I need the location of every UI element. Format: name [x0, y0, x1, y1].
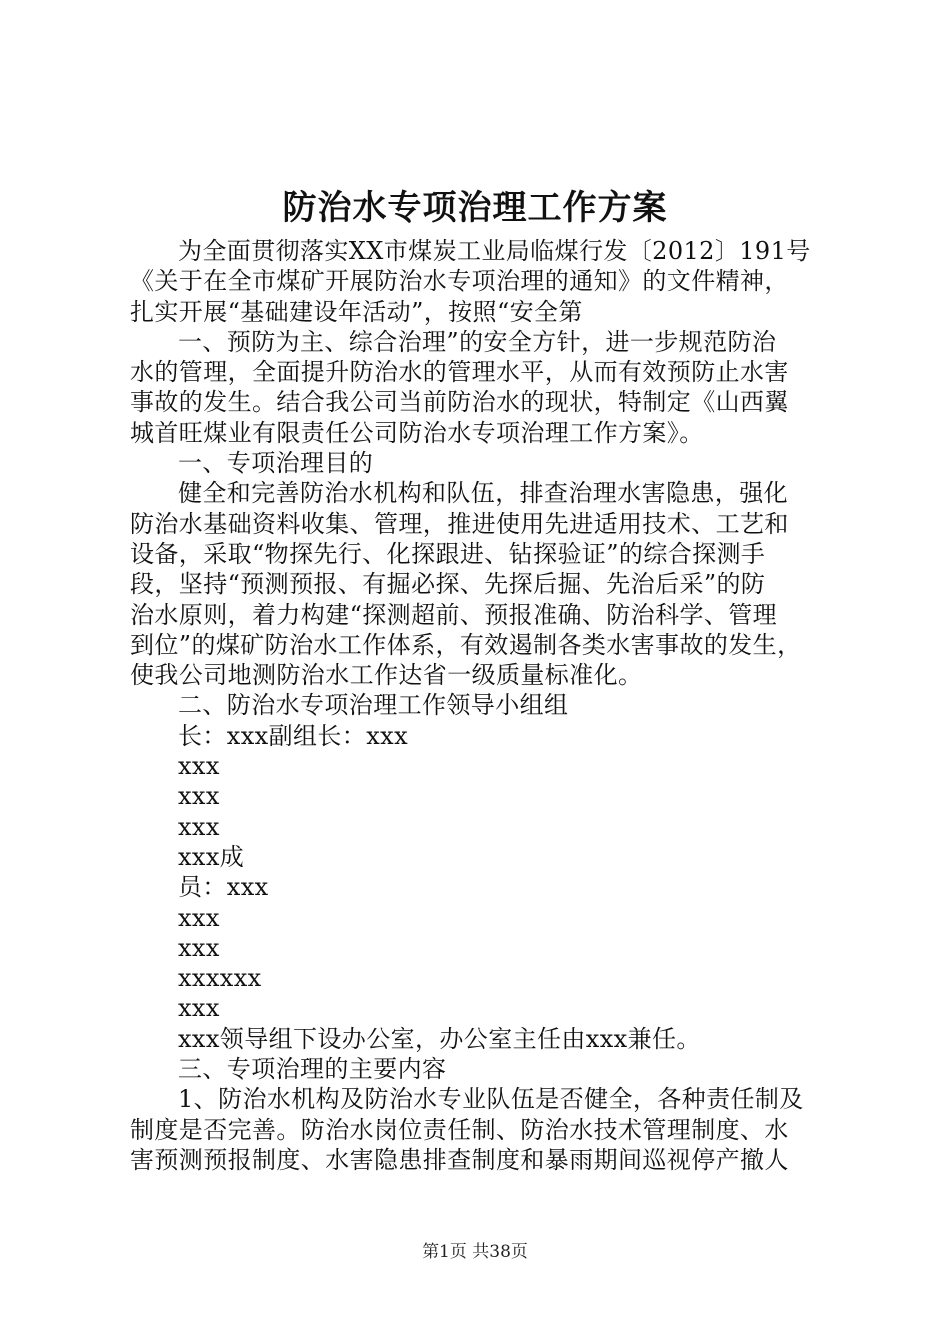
paragraph-line: 一、预防为主、综合治理”的安全方针，进一步规范防治 [178, 327, 777, 356]
member-line: xxx成 [178, 842, 245, 871]
member-line: xxx [178, 994, 220, 1023]
member-line: 长：xxx副组长：xxx [178, 721, 409, 750]
member-line: xxx [178, 782, 220, 811]
paragraph-line: 设备，采取“物探先行、化探跟进、钻探验证”的综合探测手 [130, 539, 766, 568]
member-line: 员：xxx [178, 873, 269, 902]
paragraph-line: 健全和完善防治水机构和队伍，排查治理水害隐患，强化 [178, 479, 788, 508]
paragraph-line: 1、防治水机构及防治水专业队伍是否健全，各种责任制及 [178, 1085, 804, 1114]
member-line: xxx [178, 812, 220, 841]
paragraph-line: 段，坚持“预测预报、有掘必探、先探后掘、先治后采”的防 [130, 570, 766, 599]
paragraph-line: 事故的发生。结合我公司当前防治水的现状，特制定《山西翼 [130, 388, 789, 417]
paragraph-line: 《关于在全市煤矿开展防治水专项治理的通知》的文件精神， [130, 267, 789, 296]
paragraph-line: 使我公司地测防治水工作达省一级质量标准化。 [130, 661, 643, 690]
document-title: 防治水专项治理工作方案 [282, 188, 668, 228]
paragraph-line: 到位”的煤矿防治水工作体系，有效遏制各类水害事故的发生， [130, 630, 802, 659]
section-heading: 二、防治水专项治理工作领导小组组 [178, 691, 569, 720]
paragraph-line: 制度是否完善。防治水岗位责任制、防治水技术管理制度、水 [130, 1115, 789, 1144]
section-heading: 三、专项治理的主要内容 [178, 1055, 447, 1084]
paragraph-line: 害预测预报制度、水害隐患排查制度和暴雨期间巡视停产撤人 [130, 1145, 789, 1174]
paragraph-line: 扎实开展“基础建设年活动”，按照“安全第 [130, 297, 583, 326]
paragraph-line: 治水原则，着力构建“探测超前、预报准确、防治科学、管理 [130, 600, 778, 629]
member-line: xxx [178, 752, 220, 781]
section-heading: 一、专项治理目的 [178, 449, 374, 478]
document-body [130, 236, 830, 1175]
member-line: xxx [178, 903, 220, 932]
paragraph-line: 水的管理，全面提升防治水的管理水平，从而有效预防止水害 [130, 358, 789, 387]
page-footer: 第1页 共38页 [422, 1242, 528, 1262]
paragraph-line: xxx领导组下设办公室，办公室主任由xxx兼任。 [178, 1024, 701, 1053]
paragraph-line: 城首旺煤业有限责任公司防治水专项治理工作方案》。 [130, 418, 704, 447]
member-line: xxx [178, 933, 220, 962]
paragraph-line: 防治水基础资料收集、管理，推进使用先进适用技术、工艺和 [130, 509, 789, 538]
member-line: xxxxxx [178, 964, 262, 993]
paragraph-line: 为全面贯彻落实XX市煤炭工业局临煤行发〔2012〕191号 [178, 237, 811, 265]
